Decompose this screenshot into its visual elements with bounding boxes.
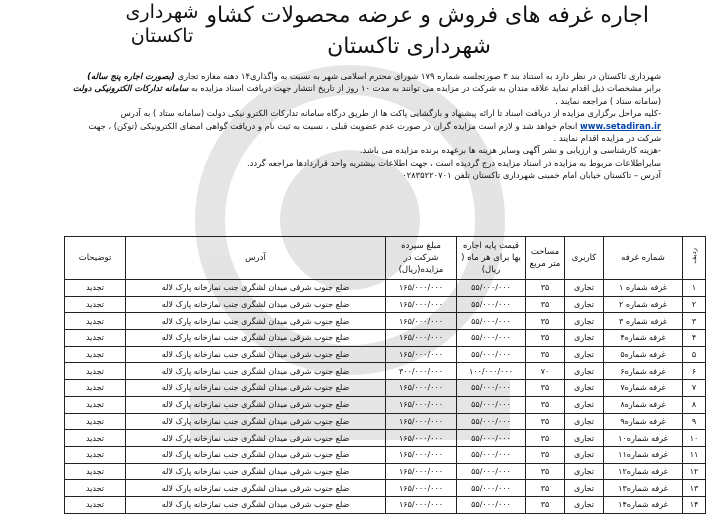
cell-usage: تجاری <box>565 480 604 497</box>
cell-address: ضلع جنوب شرقی میدان لشگری جنب نمازخانه پارک لاله <box>126 346 386 363</box>
cell-row-number: ۱۳ <box>683 480 706 497</box>
table-header-row <box>65 237 706 280</box>
cell-address: ضلع جنوب شرقی میدان لشگری جنب نمازخانه پارک لاله <box>126 280 386 297</box>
cell-notes: تجدید <box>65 463 126 480</box>
cell-notes: تجدید <box>65 496 126 513</box>
cell-deposit: ۱۶۵/۰۰۰/۰۰۰ <box>386 380 457 397</box>
cell-row-number: ۲ <box>683 296 706 313</box>
cell-usage: تجاری <box>565 346 604 363</box>
table-row <box>65 363 706 380</box>
cell-row-number: ۱ <box>683 280 706 297</box>
announcement-body <box>69 70 661 182</box>
table-row <box>65 413 706 430</box>
cell-notes: تجدید <box>65 446 126 463</box>
cell-area: ۳۵ <box>526 296 565 313</box>
cell-address: ضلع جنوب شرقی میدان لشگری جنب نمازخانه پارک لاله <box>126 396 386 413</box>
cell-booth-number: غرفه شماره۷ <box>604 380 683 397</box>
cell-deposit: ۱۶۵/۰۰۰/۰۰۰ <box>386 496 457 513</box>
table-row <box>65 380 706 397</box>
cell-deposit: ۱۶۵/۰۰۰/۰۰۰ <box>386 346 457 363</box>
cell-base-price: ۵۵/۰۰۰/۰۰۰ <box>457 446 526 463</box>
intro-text-3: (سامانه ستاد ) مراجعه نمایند . <box>555 95 661 106</box>
cell-area: ۷۰ <box>526 363 565 380</box>
cell-usage: تجاری <box>565 380 604 397</box>
cell-address: ضلع جنوب شرقی میدان لشگری جنب نمازخانه پارک لاله <box>126 480 386 497</box>
intro-text: شهرداری تاکستان در نظر دارد به استناد بند ۳ صورتجلسه شماره ۱۷۹ شورای محترم اسلامی شهر به نسبت به واگذاری۱۴ دهنه مغازه تجاری <box>177 71 661 81</box>
cell-row-number: ۱۲ <box>683 463 706 480</box>
cell-usage: تجاری <box>565 313 604 330</box>
cell-booth-number: غرفه شماره۶ <box>604 363 683 380</box>
cell-row-number: ۳ <box>683 313 706 330</box>
cell-address: ضلع جنوب شرقی میدان لشگری جنب نمازخانه پارک لاله <box>126 330 386 347</box>
cell-area: ۳۵ <box>526 413 565 430</box>
cell-row-number: ۷ <box>683 380 706 397</box>
cell-usage: تجاری <box>565 413 604 430</box>
cell-base-price: ۵۵/۰۰۰/۰۰۰ <box>457 430 526 447</box>
cell-booth-number: غرفه شماره ۱ <box>604 280 683 297</box>
cell-base-price: ۵۵/۰۰۰/۰۰۰ <box>457 380 526 397</box>
paragraph-intro <box>69 70 661 107</box>
header-row-number-label: ردیف <box>690 248 698 264</box>
cell-booth-number: غرفه شماره ۳ <box>604 313 683 330</box>
cell-booth-number: غرفه شماره۵ <box>604 346 683 363</box>
table-row <box>65 480 706 497</box>
cell-base-price: ۵۵/۰۰۰/۰۰۰ <box>457 346 526 363</box>
header-address: آدرس <box>126 237 386 280</box>
cell-deposit: ۳۰۰/۰۰۰/۰۰۰ <box>386 363 457 380</box>
setadiran-link[interactable]: www.setadiran.ir <box>580 120 661 131</box>
table-row <box>65 430 706 447</box>
logo-text-line1: شهرداری <box>125 1 199 23</box>
table-row <box>65 313 706 330</box>
table-row <box>65 463 706 480</box>
cell-booth-number: غرفه شماره۴ <box>604 330 683 347</box>
cell-row-number: ۶ <box>683 363 706 380</box>
cell-usage: تجاری <box>565 430 604 447</box>
cell-notes: تجدید <box>65 313 126 330</box>
cell-booth-number: غرفه شماره۸ <box>604 396 683 413</box>
cell-notes: تجدید <box>65 413 126 430</box>
cell-deposit: ۱۶۵/۰۰۰/۰۰۰ <box>386 330 457 347</box>
intro-text-2: برابر مشخصات ذیل اقدام نماید علاقه مندان به شرکت در مزایده می توانند به مدت ۱۰ روز از تاریخ انتشار جهت دریافت اسناد مزایده به <box>190 83 661 94</box>
cell-notes: تجدید <box>65 430 126 447</box>
table-row <box>65 280 706 297</box>
header-row-number <box>683 237 706 280</box>
cell-usage: تجاری <box>565 280 604 297</box>
cell-booth-number: غرفه شماره۱۱ <box>604 446 683 463</box>
table-row <box>65 330 706 347</box>
cell-address: ضلع جنوب شرقی میدان لشگری جنب نمازخانه پارک لاله <box>126 296 386 313</box>
cell-base-price: ۵۵/۰۰۰/۰۰۰ <box>457 463 526 480</box>
cell-area: ۳۵ <box>526 280 565 297</box>
cell-area: ۳۵ <box>526 446 565 463</box>
cell-booth-number: غرفه شماره۱۰ <box>604 430 683 447</box>
paragraph-process <box>69 107 661 144</box>
process-text-2: انجام خواهد شد و لازم است مزایده گران در صورت عدم عضویت قبلی ، نسبت به ثبت نام و دریافت گواهی امضای الکترونیکی (توکن) ، جهت شرکت در مزایده اقدام نمایند . <box>88 120 661 144</box>
cell-notes: تجدید <box>65 363 126 380</box>
cell-area: ۳۵ <box>526 480 565 497</box>
cell-address: ضلع جنوب شرقی میدان لشگری جنب نمازخانه پارک لاله <box>126 363 386 380</box>
cell-address: ضلع جنوب شرقی میدان لشگری جنب نمازخانه پارک لاله <box>126 313 386 330</box>
cell-usage: تجاری <box>565 363 604 380</box>
cell-area: ۳۵ <box>526 396 565 413</box>
cell-base-price: ۱۰۰/۰۰۰/۰۰۰ <box>457 363 526 380</box>
cell-area: ۳۵ <box>526 463 565 480</box>
cell-address: ضلع جنوب شرقی میدان لشگری جنب نمازخانه پارک لاله <box>126 463 386 480</box>
cell-deposit: ۱۶۵/۰۰۰/۰۰۰ <box>386 413 457 430</box>
cell-notes: تجدید <box>65 380 126 397</box>
cell-usage: تجاری <box>565 463 604 480</box>
cell-row-number: ۴ <box>683 330 706 347</box>
logo-text-line2: تاکستان <box>130 25 194 47</box>
page-title: اجاره غرفه های فروش و عرضه محصولات کشاو <box>206 3 649 28</box>
cell-row-number: ۹ <box>683 413 706 430</box>
cell-address: ضلع جنوب شرقی میدان لشگری جنب نمازخانه پارک لاله <box>126 430 386 447</box>
cell-booth-number: غرفه شماره۱۳ <box>604 480 683 497</box>
cell-base-price: ۵۵/۰۰۰/۰۰۰ <box>457 313 526 330</box>
cell-usage: تجاری <box>565 296 604 313</box>
cell-deposit: ۱۶۵/۰۰۰/۰۰۰ <box>386 430 457 447</box>
cell-area: ۳۵ <box>526 330 565 347</box>
cell-deposit: ۱۶۵/۰۰۰/۰۰۰ <box>386 313 457 330</box>
cell-address: ضلع جنوب شرقی میدان لشگری جنب نمازخانه پارک لاله <box>126 380 386 397</box>
cell-booth-number: غرفه شماره۱۴ <box>604 496 683 513</box>
table-row <box>65 346 706 363</box>
cell-base-price: ۵۵/۰۰۰/۰۰۰ <box>457 496 526 513</box>
cell-row-number: ۱۴ <box>683 496 706 513</box>
logo-text <box>112 0 212 48</box>
cell-base-price: ۵۵/۰۰۰/۰۰۰ <box>457 280 526 297</box>
cell-booth-number: غرفه شماره۹ <box>604 413 683 430</box>
cell-row-number: ۱۱ <box>683 446 706 463</box>
cell-notes: تجدید <box>65 396 126 413</box>
cell-notes: تجدید <box>65 296 126 313</box>
cell-area: ۳۵ <box>526 346 565 363</box>
header-deposit: مبلغ سپرده شرکت در مزایده(ریال) <box>386 237 457 280</box>
cell-address: ضلع جنوب شرقی میدان لشگری جنب نمازخانه پارک لاله <box>126 496 386 513</box>
cell-base-price: ۵۵/۰۰۰/۰۰۰ <box>457 296 526 313</box>
cell-booth-number: غرفه شماره۱۲ <box>604 463 683 480</box>
cell-area: ۳۵ <box>526 430 565 447</box>
cell-base-price: ۵۵/۰۰۰/۰۰۰ <box>457 480 526 497</box>
table-row <box>65 446 706 463</box>
table-row <box>65 396 706 413</box>
cell-deposit: ۱۶۵/۰۰۰/۰۰۰ <box>386 296 457 313</box>
cell-area: ۳۵ <box>526 313 565 330</box>
cell-usage: تجاری <box>565 396 604 413</box>
cell-deposit: ۱۶۵/۰۰۰/۰۰۰ <box>386 396 457 413</box>
table-row <box>65 496 706 513</box>
cell-base-price: ۵۵/۰۰۰/۰۰۰ <box>457 330 526 347</box>
header-notes: توضیحات <box>65 237 126 280</box>
cell-booth-number: غرفه شماره ۲ <box>604 296 683 313</box>
cell-usage: تجاری <box>565 496 604 513</box>
intro-bold-text: (بصورت اجاره پنج ساله) <box>87 71 175 81</box>
table-row <box>65 296 706 313</box>
cell-notes: تجدید <box>65 480 126 497</box>
cell-area: ۳۵ <box>526 496 565 513</box>
cell-deposit: ۱۶۵/۰۰۰/۰۰۰ <box>386 480 457 497</box>
cell-deposit: ۱۶۵/۰۰۰/۰۰۰ <box>386 280 457 297</box>
page-subtitle: شهرداری تاکستان <box>327 34 491 59</box>
cell-notes: تجدید <box>65 330 126 347</box>
header-area: مساحت متر مربع <box>526 237 565 280</box>
table-body <box>65 280 706 514</box>
intro-bold-text-2: سامانه تدارکات الکترونیکی دولت <box>72 83 189 94</box>
cell-address: ضلع جنوب شرقی میدان لشگری جنب نمازخانه پارک لاله <box>126 413 386 430</box>
process-text: -کلیه مراحل برگزاری مزایده از دریافت اسناد تا ارائه پیشنهاد و بازگشایی پاکت ها از طریق درگاه سامانه تدارکات الکترو نیکی دولت (سامانه ستاد ) به آدرس <box>120 108 661 119</box>
cell-usage: تجاری <box>565 446 604 463</box>
cell-base-price: ۵۵/۰۰۰/۰۰۰ <box>457 396 526 413</box>
paragraph-info: سایراطلاعات مربوط به مزایده در اسناد مزایده درج گردیده است ، جهت اطلاعات بیشتربه واحد قراردادها مراجعه گردد. <box>246 157 661 168</box>
booth-table <box>64 236 706 514</box>
cell-deposit: ۱۶۵/۰۰۰/۰۰۰ <box>386 446 457 463</box>
cell-row-number: ۸ <box>683 396 706 413</box>
cell-notes: تجدید <box>65 280 126 297</box>
cell-deposit: ۱۶۵/۰۰۰/۰۰۰ <box>386 463 457 480</box>
header-booth-number: شماره غرفه <box>604 237 683 280</box>
header-usage: کاربری <box>565 237 604 280</box>
cell-usage: تجاری <box>565 330 604 347</box>
cell-row-number: ۱۰ <box>683 430 706 447</box>
cell-row-number: ۵ <box>683 346 706 363</box>
header-base-price: قیمت پایه اجاره بها برای هر ماه ( ریال) <box>457 237 526 280</box>
cell-address: ضلع جنوب شرقی میدان لشگری جنب نمازخانه پارک لاله <box>126 446 386 463</box>
cell-notes: تجدید <box>65 346 126 363</box>
paragraph-address: آدرس – تاکستان خیابان امام خمینی شهرداری تاکستان تلفن ۰۲۸۳۵۲۲۰۷۰۱ <box>402 170 661 181</box>
paragraph-costs: -هزینه کارشناسی و ارزیابی و نشر آگهی وسایر هزینه ها برعهده برنده مزایده می باشد. <box>359 145 661 156</box>
cell-area: ۳۵ <box>526 380 565 397</box>
cell-base-price: ۵۵/۰۰۰/۰۰۰ <box>457 413 526 430</box>
